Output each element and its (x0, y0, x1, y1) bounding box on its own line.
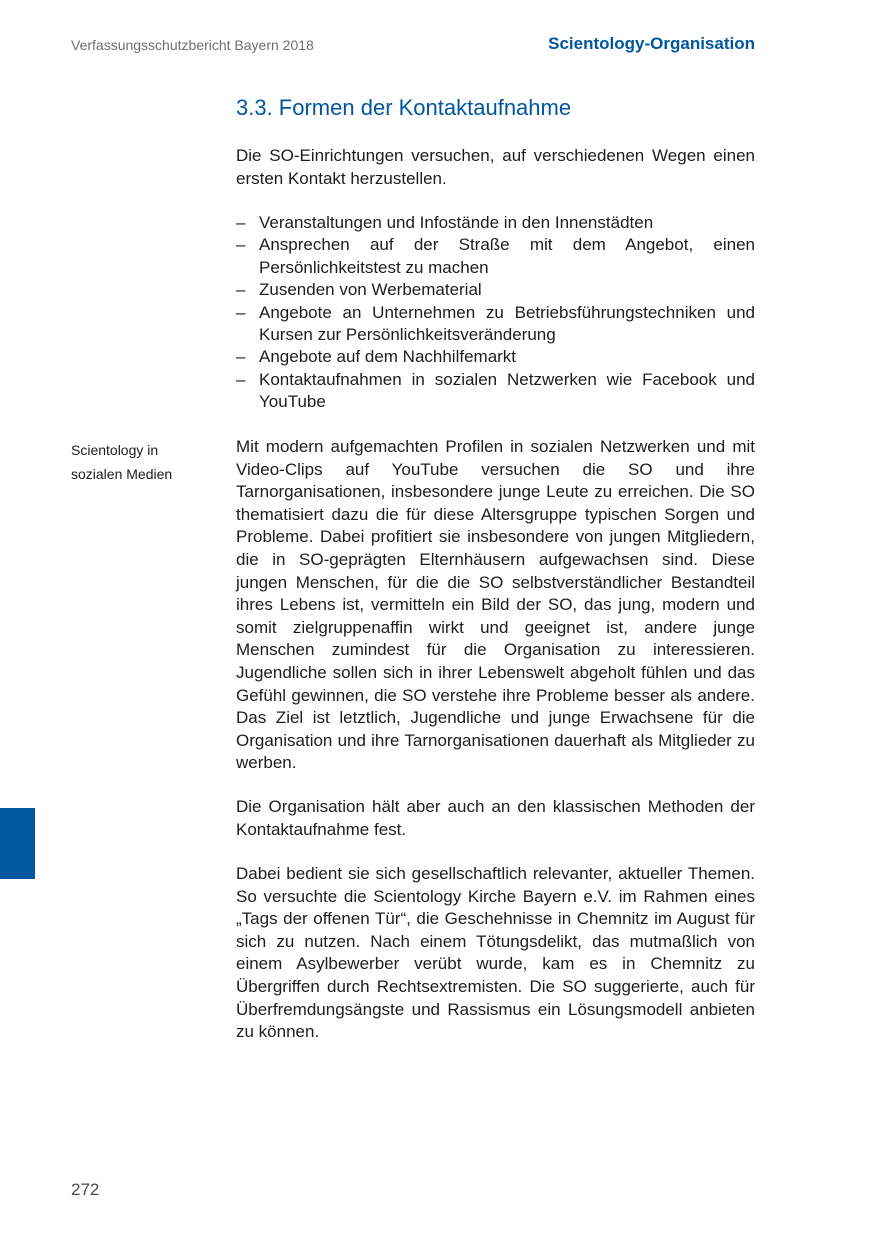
margin-note (71, 438, 211, 486)
page-number: 272 (71, 1180, 100, 1199)
list-item (236, 346, 755, 368)
list-item (236, 212, 755, 234)
list-item-text: Ansprechen auf der Straße mit dem Angebot, einen Persönlichkeitstest zu machen (259, 235, 755, 277)
list-item (236, 369, 755, 414)
list-item (236, 279, 755, 301)
dash-marker: – (236, 280, 246, 300)
list-item (236, 302, 755, 347)
dash-marker: – (236, 235, 246, 255)
running-header-chapter: Scientology-Organisation (548, 34, 755, 53)
list-item-text: Angebote auf dem Nachhilfemarkt (259, 347, 517, 367)
margin-note-line: Scientology in (71, 442, 159, 458)
dash-marker: – (236, 369, 246, 389)
intro-paragraph: Die SO-Einrichtungen versuchen, auf verschiedenen Wegen einen ersten Kontakt herzustellen. (236, 146, 755, 188)
list-item-text: Kontaktaufnahmen in sozialen Netzwerken wie Facebook und YouTube (259, 369, 755, 412)
margin-note-line: sozialen Medien (71, 466, 173, 482)
list-item-text: Veranstaltungen und Infostände in den Innenstädten (259, 213, 654, 232)
list-item (236, 234, 755, 279)
contact-methods-list (236, 212, 755, 414)
list-item-text: Angebote an Unternehmen zu Betriebsführungstechniken und Kursen zur Persönlichkeitsveränderung (259, 302, 755, 345)
dash-marker: – (236, 347, 246, 367)
running-header-title: Verfassungsschutzbericht Bayern 2018 (71, 37, 314, 53)
dash-marker: – (236, 213, 246, 232)
dash-marker: – (236, 302, 246, 322)
body-paragraph: Mit modern aufgemachten Profilen in sozialen Netzwerken und mit Video-Clips auf YouTube versuchen die SO und ihre Tarnorganisationen, insbesondere junge Leute zu erreichen. Die SO thematisiert dazu die für diese Altersgruppe typischen Sorgen und Probleme. Dabei profitiert sie insbesondere von jungen Mitgliedern, die in SO-geprägten Elternhäusern aufgewachsen sind. Diese jungen Menschen, für die die SO selbstverständlicher Bestandteil ihres Lebens ist, vermitteln ein Bild der SO, das jung, modern und somit zielgruppenaffin wirkt und geeignet ist, andere junge Menschen zumindest für die Organisation zu interessieren. Jugendliche sollen sich in ihrer Lebenswelt abgeholt fühlen und das Gefühl gewinnen, die SO verstehe ihre Probleme besser als andere. Das Ziel ist letztlich, Jugendliche und junge Erwachsene für die Organisation und ihre Tarnorganisationen dauerhaft als Mitglieder zu werben. (236, 437, 755, 773)
list-item-text: Zusenden von Werbematerial (259, 280, 482, 300)
body-paragraph: Dabei bedient sie sich gesellschaftlich relevanter, aktueller Themen. So versuchte die Scientology Kirche Bayern e.V. im Rahmen eines „Tags der offenen Tür“, die Geschehnisse in Chemnitz im August für sich zu nutzen. Nach einem Tötungsdelikt, das mutmaßlich von einem Asylbewerber verübt wurde, kam es in Chemnitz zu Übergriffen durch Rechtsextremisten. Die SO suggerierte, auch für Überfremdungsängste und Rassismus ein Lösungsmodell anbieten zu können. (236, 864, 755, 1042)
chapter-side-tab (0, 808, 35, 879)
body-paragraph: Die Organisation hält aber auch an den klassischen Methoden der Kontaktaufnahme fest. (236, 797, 755, 839)
section-heading: 3.3. Formen der Kontaktaufnahme (236, 95, 572, 120)
